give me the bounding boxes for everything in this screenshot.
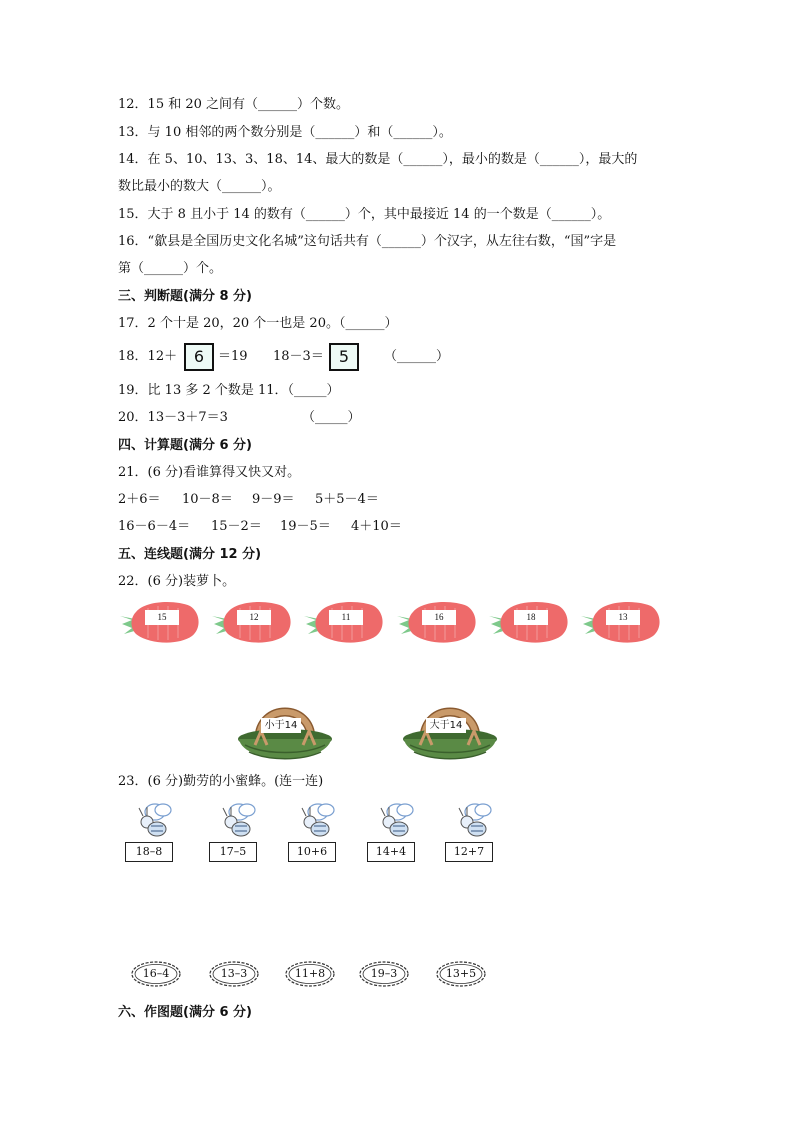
question-18-expression-2: 18－3＝ [273,349,324,364]
carrot-card[interactable] [395,598,479,646]
bee-card[interactable] [209,802,273,864]
section-4-title: 四、计算题(满分 6 分) [118,438,252,453]
carrot-number: 12 [237,610,271,625]
bee-card[interactable] [445,802,509,864]
flower-equation: 19–3 [370,967,398,980]
calc-item: 5＋5－4＝ [315,492,379,507]
basket-icon [235,695,335,773]
question-16-line2: 第（______）个。 [118,261,223,276]
calc-item: 16－6－4＝ [118,519,191,534]
bee-icon [135,802,175,840]
calc-item: 15－2＝ [211,519,262,534]
flower-equation: 13–3 [220,967,248,980]
carrot-number: 13 [606,610,640,625]
answer-box-1: 6 [184,343,214,371]
bee-equation: 10+6 [288,842,336,862]
question-22: 22．(6 分)装萝卜。 [118,574,236,589]
question-14-line1: 14．在 5、10、13、3、18、14、最大的数是（______），最小的数是（______），最大的 [118,152,638,167]
flower-equation: 16–4 [142,967,170,980]
carrot-number: 18 [514,610,548,625]
flower-oval[interactable] [358,960,410,988]
basket-greater-than-14[interactable] [400,695,500,773]
question-20-blank: （_____） [302,410,361,425]
bee-equation: 14+4 [367,842,415,862]
carrot-card[interactable] [118,598,202,646]
question-16-line1: 16．“歙县是全国历史文化名城”这句话共有（______）个汉字，从左往右数，“国”字是 [118,234,617,249]
carrot-card[interactable] [487,598,571,646]
bee-icon [298,802,338,840]
carrot-card[interactable] [302,598,386,646]
calc-item: 4＋10＝ [351,519,402,534]
basket-less-than-14[interactable] [235,695,335,773]
basket-label: 小于14 [261,718,301,733]
carrot-number: 11 [329,610,363,625]
calc-item: 10－8＝ [182,492,233,507]
bee-equation: 17–5 [209,842,257,862]
calc-item: 9－9＝ [252,492,295,507]
bee-card[interactable] [125,802,189,864]
question-13: 13．与 10 相邻的两个数分别是（______）和（______）。 [118,125,452,140]
flower-oval[interactable] [284,960,336,988]
question-20: 20．13－3＋7＝3 [118,410,228,425]
carrot-card[interactable] [210,598,294,646]
calc-item: 19－5＝ [280,519,331,534]
bee-card[interactable] [288,802,352,864]
question-18-equals: ＝19 [218,349,248,364]
section-3-title: 三、判断题(满分 8 分) [118,289,252,304]
flower-equation: 13+5 [445,967,477,980]
flower-oval[interactable] [435,960,487,988]
bee-icon [455,802,495,840]
carrot-number: 16 [422,610,456,625]
bee-card[interactable] [367,802,431,864]
question-18-prefix: 18．12＋ [118,349,178,364]
section-5-title: 五、连线题(满分 12 分) [118,547,262,562]
bee-icon [219,802,259,840]
carrot-card[interactable] [579,598,663,646]
question-17: 17．2 个十是 20，20 个一也是 20。（______） [118,316,398,331]
answer-box-2: 5 [329,343,359,371]
flower-equation: 11+8 [294,967,326,980]
basket-icon [400,695,500,773]
bee-equation: 18–8 [125,842,173,862]
question-18-blank: （______） [384,349,450,364]
question-21: 21．(6 分)看谁算得又快又对。 [118,465,301,480]
question-15: 15．大于 8 且小于 14 的数有（______）个，其中最接近 14 的一个数是（______）。 [118,207,611,222]
question-14-line2: 数比最小的数大（______）。 [118,179,281,194]
calc-item: 2＋6＝ [118,492,161,507]
question-12: 12．15 和 20 之间有（______）个数。 [118,97,350,112]
question-23: 23．(6 分)勤劳的小蜜蜂。(连一连) [118,774,324,789]
flower-oval[interactable] [130,960,182,988]
basket-label: 大于14 [426,718,466,733]
carrot-number: 15 [145,610,179,625]
flower-oval[interactable] [208,960,260,988]
bee-equation: 12+7 [445,842,493,862]
question-19: 19．比 13 多 2 个数是 11．（_____） [118,383,340,398]
section-6-title: 六、作图题(满分 6 分) [118,1005,252,1020]
bee-icon [377,802,417,840]
